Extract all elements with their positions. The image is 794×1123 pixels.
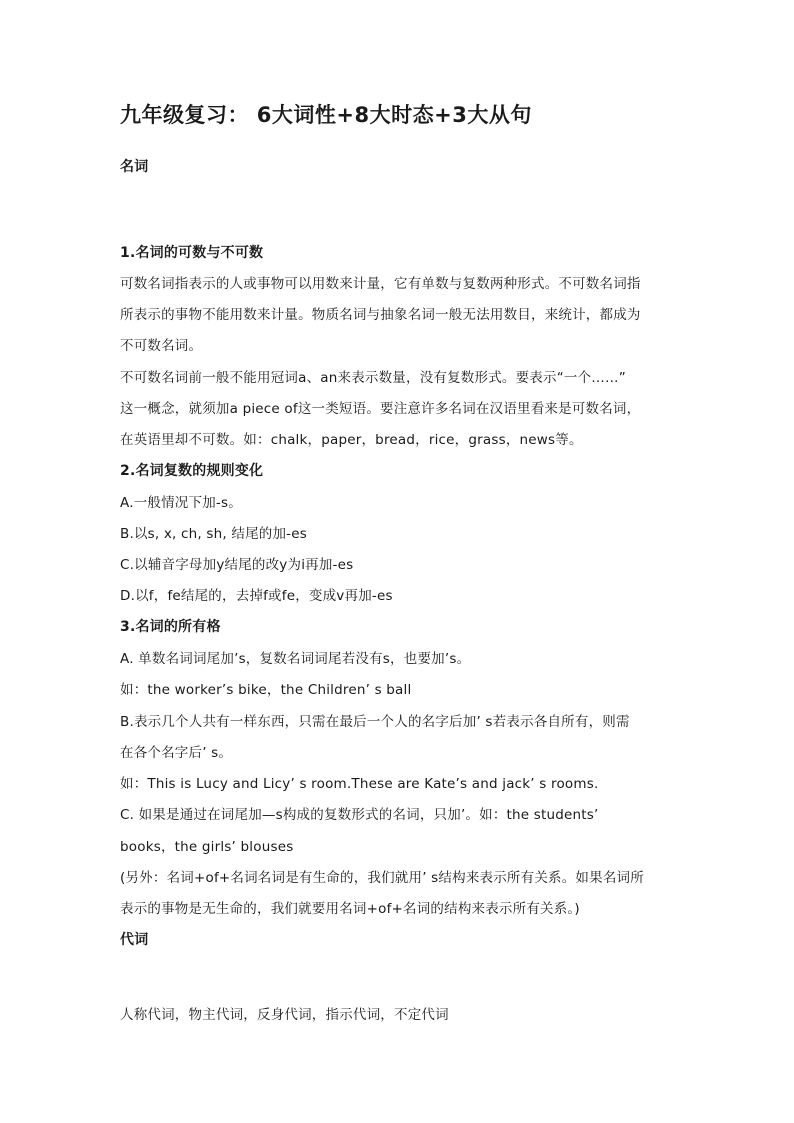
paragraph-line: 可数名词指表示的人或事物可以用数来计量，它有单数与复数两种形式。不可数名词指 xyxy=(120,276,641,292)
paragraph-line: 不可数名词。 xyxy=(120,338,203,354)
paragraph-line: 这一概念，就须加a piece of这一类短语。要注意许多名词在汉语里看来是可数名词， xyxy=(120,401,641,417)
example-line: 如：the worker’s bike，the Children’ s ball xyxy=(120,682,412,698)
section-heading-noun: 名词 xyxy=(120,159,149,175)
example-line: 如：This is Lucy and Licy’ s room.These are Kate’s and jack’ s rooms. xyxy=(120,776,599,792)
note-line: 表示的事物是无生命的，我们就要用名词+of+名词的结构来表示所有关系。) xyxy=(120,901,580,917)
paragraph-line: B.表示几个人共有一样东西，只需在最后一个人的名字后加’ s若表示各自所有，则需 xyxy=(120,714,630,730)
subheading-plural-rules: 2.名词复数的规则变化 xyxy=(120,463,264,479)
pronoun-types-line: 人称代词，物主代词，反身代词，指示代词，不定代词 xyxy=(120,1007,449,1023)
paragraph-line: books，the girls’ blouses xyxy=(120,839,294,855)
rule-item: D.以f，fe结尾的，去掉f或fe，变成v再加-es xyxy=(120,588,393,604)
paragraph-line: 所表示的事物不能用数来计量。物质名词与抽象名词一般无法用数目，来统计，都成为 xyxy=(120,307,641,323)
page-title: 九年级复习： 6大词性+8大时态+3大从句 xyxy=(120,103,532,127)
rule-item: B.以s, x, ch, sh, 结尾的加-es xyxy=(120,526,307,542)
paragraph-line: 不可数名词前一般不能用冠词a、an来表示数量，没有复数形式。要表示“一个……” xyxy=(120,370,626,386)
paragraph-line: 在各个名字后’ s。 xyxy=(120,745,233,761)
note-line: (另外：名词+of+名词名词是有生命的，我们就用’ s结构来表示所有关系。如果名词所 xyxy=(120,870,644,886)
paragraph-line: C. 如果是通过在词尾加—s构成的复数形式的名词，只加’。如：the students’ xyxy=(120,807,599,823)
paragraph-line: 在英语里却不可数。如：chalk，paper，bread，rice，grass，news等。 xyxy=(120,432,583,448)
subheading-possessive: 3.名词的所有格 xyxy=(120,619,221,635)
rule-item: A.一般情况下加-s。 xyxy=(120,495,242,511)
paragraph-line: A. 单数名词词尾加’s，复数名词词尾若没有s，也要加’s。 xyxy=(120,651,471,667)
subheading-countable: 1.名词的可数与不可数 xyxy=(120,245,264,261)
rule-item: C.以辅音字母加y结尾的改y为i再加-es xyxy=(120,557,354,573)
section-heading-pronoun: 代词 xyxy=(120,932,149,948)
